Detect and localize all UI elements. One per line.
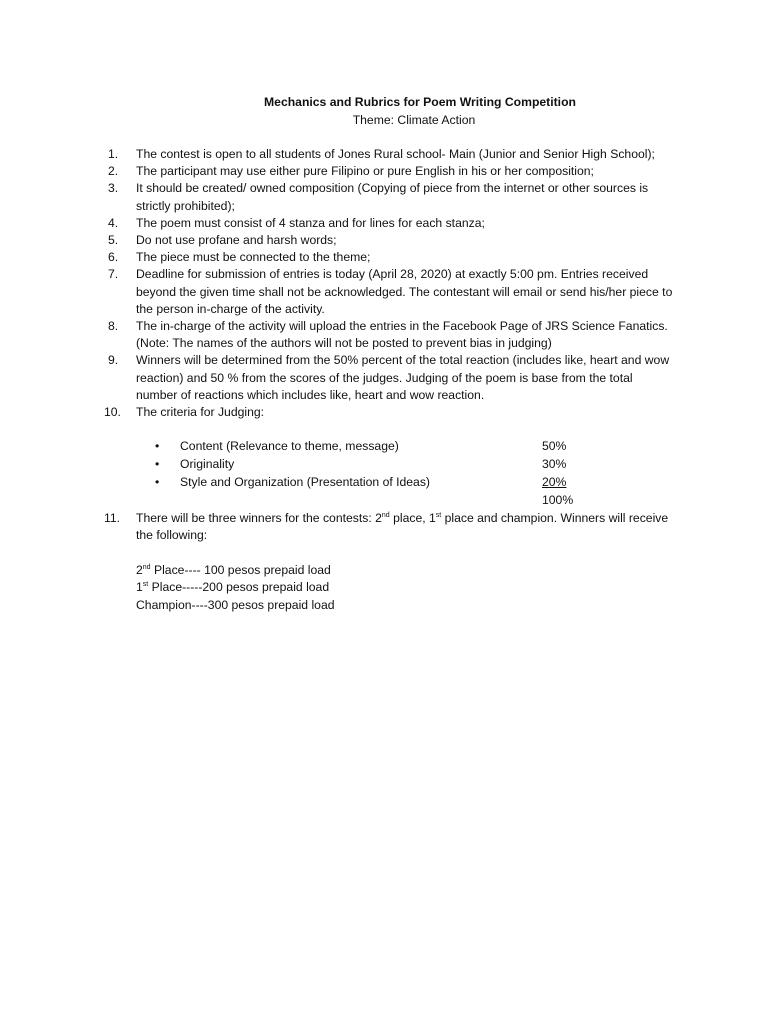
rule-item: [0, 352, 768, 404]
rule-number: 6.: [108, 250, 119, 265]
rule-text-part: There will be three winners for the contests: 2: [136, 511, 382, 526]
criteria-total-row: [0, 492, 768, 509]
rule-text-part: place, 1: [389, 511, 436, 526]
rule-number: 1.: [108, 147, 119, 161]
rule-number: 2.: [108, 164, 119, 179]
criteria-row: [0, 474, 768, 491]
rule-number: 3.: [108, 181, 119, 196]
rule-number: 8.: [108, 319, 119, 334]
rule-text: Do not use profane and harsh words;: [136, 233, 337, 248]
bullet-icon: •: [155, 439, 160, 454]
criteria-percent: 30%: [542, 457, 567, 472]
criteria-label: Content (Relevance to theme, message): [180, 439, 399, 454]
criteria-percent: 20%: [542, 475, 567, 490]
prize-line: [136, 579, 768, 597]
ordinal-suffix: nd: [142, 563, 151, 571]
rule-number: 7.: [108, 267, 119, 282]
rule-text-part: place and champion. Winners will receive the following:: [136, 511, 669, 543]
bullet-icon: •: [155, 457, 160, 472]
prize-place: 1: [136, 580, 143, 595]
bullet-icon: •: [155, 475, 160, 490]
ordinal-suffix: nd: [381, 512, 390, 520]
prize-place: Champion----300 pesos prepaid load: [136, 597, 335, 612]
rule-text: [136, 510, 676, 544]
rule-text: The poem must consist of 4 stanza and for lines for each stanza;: [136, 215, 485, 230]
criteria-row: [0, 438, 768, 455]
rule-item: [0, 163, 768, 180]
rule-text: The piece must be connected to the theme;: [136, 250, 371, 265]
document-title: Mechanics and Rubrics for Poem Writing Competition: [264, 95, 576, 109]
rule-item: [0, 510, 768, 544]
rule-number: 9.: [108, 353, 119, 368]
criteria-row: [0, 456, 768, 473]
rule-item: [0, 266, 768, 318]
rule-item: [0, 146, 768, 163]
criteria-total: 100%: [542, 493, 574, 508]
rule-number: 5.: [108, 233, 119, 248]
rule-text: The criteria for Judging:: [136, 405, 265, 420]
ordinal-suffix: st: [435, 512, 442, 520]
criteria-percent: 50%: [542, 439, 567, 454]
rule-text: Deadline for submission of entries is today (April 28, 2020) at exactly 5:00 pm. Entries received beyond the given time shall not be acknowledged. The contestant will email or send his/her piece to the person in-charge of the activity.: [136, 267, 673, 316]
rule-item: [0, 180, 768, 214]
rule-item: [0, 232, 768, 249]
criteria-label: Originality: [180, 457, 235, 472]
rule-item: [0, 215, 768, 232]
prize-line: [136, 597, 768, 615]
rule-text: The contest is open to all students of Jones Rural school- Main (Junior and Senior High School);: [136, 147, 655, 161]
prizes-list: [136, 562, 768, 615]
prize-text: Place-----200 pesos prepaid load: [148, 580, 330, 595]
rule-number: 10.: [104, 405, 121, 420]
rule-text: It should be created/ owned composition (Copying of piece from the internet or other sources is strictly prohibited);: [136, 181, 649, 213]
rule-item: [0, 404, 768, 421]
document-subtitle: Theme: Climate Action: [352, 113, 476, 127]
rules-list: [0, 146, 768, 614]
criteria-label: Style and Organization (Presentation of Ideas): [180, 475, 430, 490]
ordinal-suffix: st: [142, 581, 149, 589]
rule-text: The participant may use either pure Filipino or pure English in his or her composition;: [136, 164, 594, 179]
rule-item: [0, 249, 768, 266]
prize-place: 2: [136, 562, 143, 577]
rule-item: [0, 318, 768, 352]
rule-text: Winners will be determined from the 50% percent of the total reaction (includes like, heart and wow reaction) and 50 % from the scores of the judges. Judging of the poem is base from the total number of reactions which includes like, heart and wow reaction.: [136, 353, 670, 402]
judging-criteria: [0, 438, 768, 510]
rule-text: The in-charge of the activity will upload the entries in the Facebook Page of JRS Science Fanatics. (Note: The names of the authors will not be posted to prevent bias in judging): [136, 319, 668, 351]
rule-number: 4.: [108, 215, 119, 230]
prize-text: Place---- 100 pesos prepaid load: [150, 562, 331, 577]
prize-line: [136, 562, 768, 580]
rule-number: 11.: [104, 511, 121, 526]
